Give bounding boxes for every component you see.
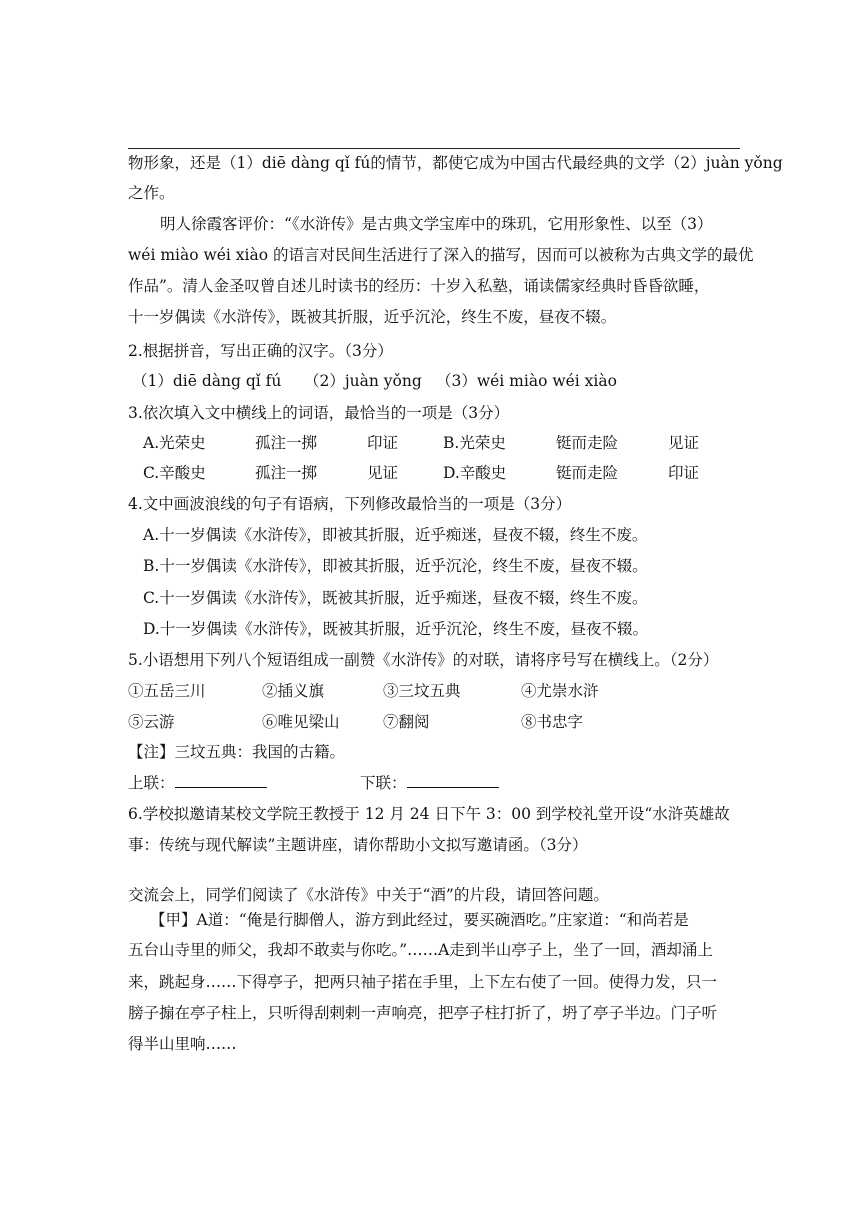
lower-couplet-label: 下联： (360, 774, 407, 792)
question-4-stem: 4.文中画波浪线的句子有语病，下列修改最恰当的一项是（3分） (128, 495, 572, 513)
reading-line-5: 得半山里响…… (128, 1035, 237, 1053)
question-6-line-2: 事：传统与现代解读”主题讲座，请你帮助小文拟写邀请函。（3分） (128, 836, 588, 854)
reading-line-4: 膀子搧在亭子柱上，只听得刮剌剌一声响亮，把亭子柱打折了，坍了亭子半边。门子听 (128, 1004, 718, 1022)
q5-phrase-1: ①五岳三川 (128, 682, 206, 700)
reading-line-1: 【甲】A道：“俺是行脚僧人，游方到此经过，要买碗酒吃。”庄家道：“和尚若是 (150, 911, 689, 929)
header-rule (128, 148, 740, 149)
reading-line-3: 来，跳起身……下得亭子，把两只袖子掿在手里，上下左右使了一回。使得力发，只一 (128, 973, 718, 991)
passage-line-3: 明人徐霞客评价：“《水浒传》是古典文学宝库中的珠玑，它用形象性、以至（3） (160, 215, 713, 233)
q3-option-c: C.辛酸史 (143, 464, 206, 482)
q3-option-a: A.光荣史 (143, 434, 206, 452)
upper-couplet-blank[interactable] (175, 773, 267, 788)
q3-option-b: B.光荣史 (443, 434, 506, 452)
passage-line-1: 物形象，还是（1）diē dàng qǐ fú的情节，都使它成为中国古代最经典的文学（2）juàn yǒng (128, 154, 783, 172)
upper-couplet-label: 上联： (128, 774, 175, 792)
q3-option-a-word-3: 印证 (367, 434, 399, 452)
q4-option-d: D.十一岁偶读《水浒传》，既被其折服，近乎沉沦，终生不废，昼夜不辍。 (143, 620, 649, 638)
q4-option-a: A.十一岁偶读《水浒传》，即被其折服，近乎痴迷，昼夜不辍，终生不废。 (143, 526, 648, 544)
q3-option-c-word-2: 孤注一掷 (255, 464, 318, 482)
q3-option-a-word-2: 孤注一掷 (255, 434, 318, 452)
reading-intro: 交流会上，同学们阅读了《水浒传》中关于“酒”的片段，请回答问题。 (128, 886, 609, 904)
q3-option-c-word-3: 见证 (367, 464, 399, 482)
q5-phrase-5: ⑤云游 (128, 713, 175, 731)
q2-item-1: （1）diē dàng qǐ fú (132, 372, 282, 390)
question-3-stem: 3.依次填入文中横线上的词语，最恰当的一项是（3分） (128, 404, 510, 422)
q3-option-d-word-2: 铤而走险 (556, 464, 619, 482)
reading-line-2: 五台山寺里的师父，我却不敢卖与你吃。”……A走到半山亭子上，坐了一回，酒却涌上 (128, 941, 713, 959)
q5-phrase-2: ②插义旗 (262, 682, 325, 700)
passage-line-4: wéi miào wéi xiào 的语言对民间生活进行了深入的描写，因而可以被称为古典文学的最优 (128, 246, 754, 264)
q4-option-b: B.十一岁偶读《水浒传》，即被其折服，近乎沉沦，终生不废，昼夜不辍。 (143, 557, 648, 575)
question-2-stem: 2.根据拼音，写出正确的汉字。（3分） (128, 342, 393, 360)
q4-option-c: C.十一岁偶读《水浒传》，既被其折服，近乎痴迷，昼夜不辍，终生不废。 (143, 589, 648, 607)
q3-option-d: D.辛酸史 (443, 464, 507, 482)
lower-couplet-blank[interactable] (407, 773, 499, 788)
q3-option-b-word-3: 见证 (668, 434, 700, 452)
passage-line-6: 十一岁偶读《水浒传》，既被其折服，近乎沉沦，终生不废，昼夜不辍。 (128, 308, 617, 326)
q5-note: 【注】三坟五典：我国的古籍。 (128, 743, 346, 761)
passage-line-5: 作品”。清人金圣叹曾自述儿时读书的经历：十岁入私塾，诵读儒家经典时昏昏欲睡， (128, 277, 710, 295)
passage-line-2: 之作。 (128, 184, 175, 202)
q5-phrase-4: ④尤崇水浒 (521, 682, 599, 700)
q5-phrase-8: ⑧书忠字 (521, 713, 584, 731)
q2-item-3: （3）wéi miào wéi xiào (436, 372, 617, 390)
q3-option-b-word-2: 铤而走险 (556, 434, 619, 452)
q5-phrase-7: ⑦翻阅 (383, 713, 430, 731)
question-5-stem: 5.小语想用下列八个短语组成一副赞《水浒传》的对联，请将序号写在横线上。（2分） (128, 651, 719, 669)
q3-option-d-word-3: 印证 (668, 464, 700, 482)
q5-phrase-6: ⑥唯见梁山 (262, 713, 340, 731)
q5-phrase-3: ③三坟五典 (383, 682, 461, 700)
question-6-line-1: 6.学校拟邀请某校文学院王教授于 12 月 24 日下午 3：00 到学校礼堂开设“水浒英雄故 (128, 805, 730, 823)
q2-item-2: （2）juàn yǒng (304, 372, 422, 390)
